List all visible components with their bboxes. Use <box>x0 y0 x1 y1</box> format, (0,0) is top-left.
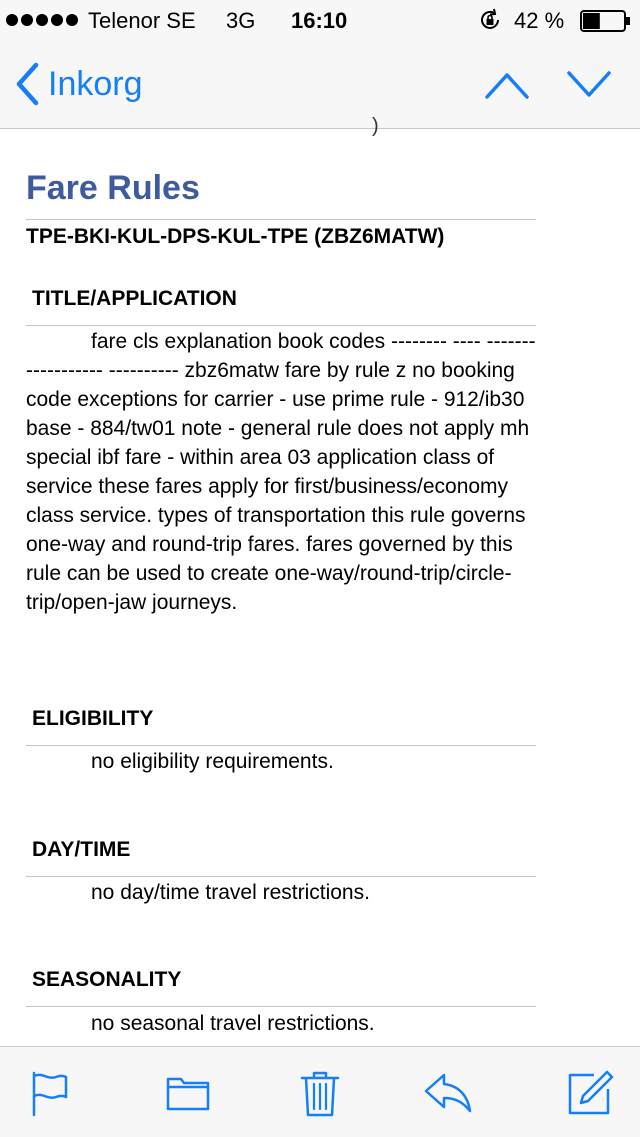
section-body-day-time: no day/time travel restrictions. <box>91 881 370 904</box>
navigation-bar <box>0 40 640 129</box>
section-body-eligibility: no eligibility requirements. <box>91 750 334 773</box>
battery-icon <box>580 10 632 32</box>
battery-percentage: 42 % <box>514 8 565 33</box>
section-body-seasonality: no seasonal travel restrictions. <box>91 1012 375 1035</box>
document-title: Fare Rules <box>26 169 200 207</box>
bottom-toolbar <box>0 1046 640 1137</box>
scrolled-text-remnant: ) <box>372 115 379 137</box>
divider <box>26 325 536 326</box>
route-code: TPE-BKI-KUL-DPS-KUL-TPE (ZBZ6MATW) <box>26 225 445 248</box>
signal-strength-icon <box>6 14 78 26</box>
divider <box>26 876 536 877</box>
message-body[interactable] <box>0 115 640 1046</box>
section-heading-title-application: TITLE/APPLICATION <box>32 287 237 310</box>
reply-icon[interactable] <box>424 1069 472 1117</box>
next-message-chevron-down-icon[interactable] <box>566 68 612 102</box>
back-button[interactable] <box>14 62 143 106</box>
previous-message-chevron-up-icon[interactable] <box>484 68 530 102</box>
section-heading-day-time: DAY/TIME <box>32 838 131 861</box>
section-heading-eligibility: ELIGIBILITY <box>32 707 154 730</box>
flag-icon[interactable] <box>26 1069 74 1117</box>
rotation-lock-icon <box>478 8 502 32</box>
network-type: 3G <box>226 8 256 33</box>
status-bar <box>0 0 640 40</box>
trash-icon[interactable] <box>296 1069 344 1117</box>
status-time: 16:10 <box>291 8 348 33</box>
section-body-title-application: fare cls explanation book codes -------- ---- ------------------ ---------- zbz6matw fare by rule z no booking code exceptions for carrier - use prime rule - 912/ib30 base - 884/tw01 note - general rule does not apply mh special ibf fare - within area 03 application class of service these fares apply for first/business/economy class service. types of transportation this rule governs one-way and round-trip fares. fares governed by this rule can be used to create one-way/round-trip/circle-trip/open-jaw journeys. <box>26 330 536 614</box>
divider <box>26 219 536 220</box>
section-heading-seasonality: SEASONALITY <box>32 968 182 991</box>
chevron-left-icon <box>14 62 40 106</box>
divider <box>26 745 536 746</box>
carrier-name: Telenor SE <box>88 8 196 33</box>
folder-icon[interactable] <box>164 1069 212 1117</box>
divider <box>26 1006 536 1007</box>
back-button-label: Inkorg <box>48 64 143 103</box>
compose-icon[interactable] <box>566 1069 614 1117</box>
